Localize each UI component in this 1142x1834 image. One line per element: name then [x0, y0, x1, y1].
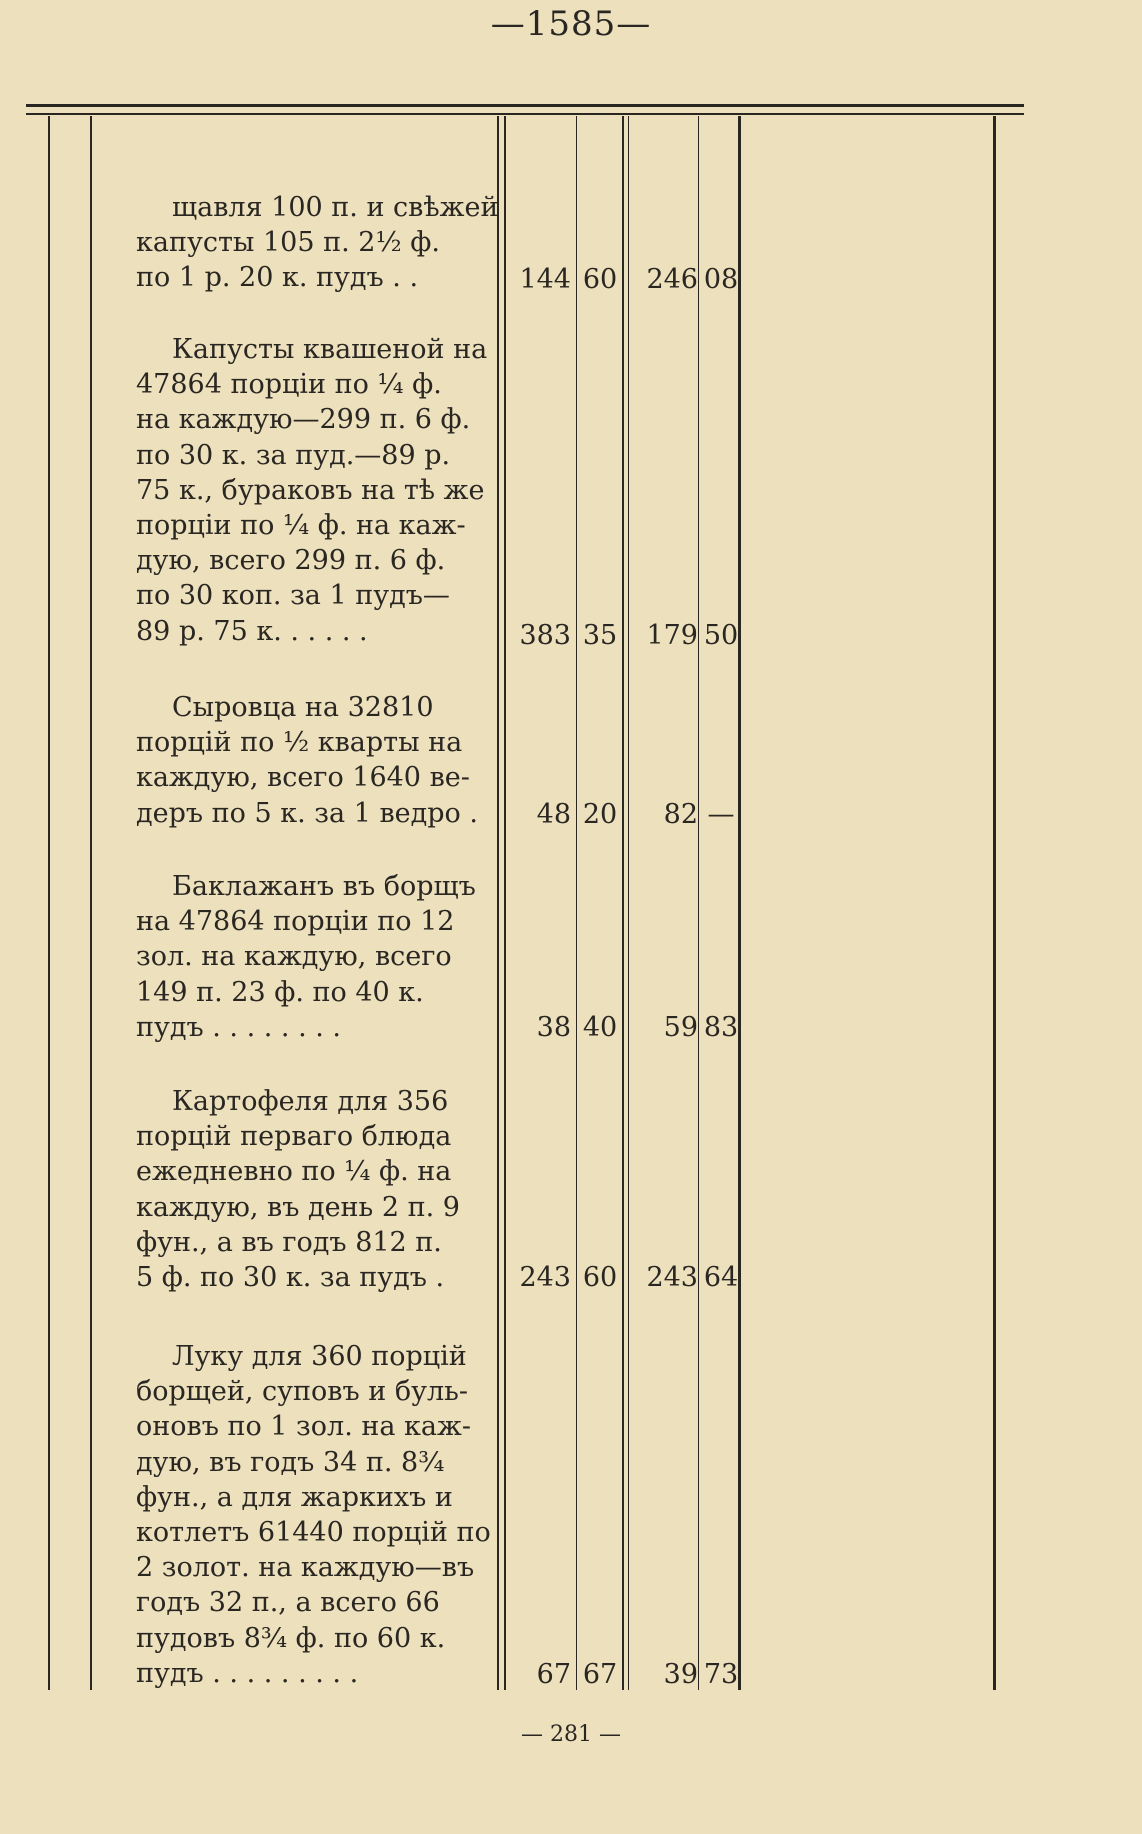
entry-line: Баклажанъ въ борщъ	[172, 871, 476, 902]
amount-kopecks: 73	[703, 1659, 739, 1690]
amount-rubles: 59	[663, 1012, 698, 1043]
column-divider	[622, 116, 624, 1690]
column-divider	[504, 116, 506, 1690]
column-divider	[576, 116, 577, 1690]
entry-line: порціи по ¼ ф. на каж-	[136, 509, 466, 541]
amount-kopecks: 67	[582, 1659, 618, 1690]
amount-kopecks: 08	[703, 264, 739, 295]
amount-kopecks: 40	[582, 1012, 618, 1043]
entry-line: на каждую—299 п. 6 ф.	[136, 404, 471, 436]
amount-rubles: 383	[519, 620, 571, 651]
ledger-entry	[136, 332, 500, 649]
amount-rubles: 243	[646, 1262, 698, 1293]
amount-rubles: 39	[663, 1659, 698, 1690]
column-divider	[698, 116, 699, 1690]
amount-kopecks: 50	[703, 620, 739, 651]
entry-line: пудъ . . . . . . . .	[136, 1011, 342, 1043]
entry-line: оновъ по 1 зол. на каж-	[136, 1411, 471, 1443]
ledger-entry	[136, 869, 500, 1045]
entry-line: годъ 32 п., а всего 66	[136, 1587, 440, 1619]
entry-line: по 1 р. 20 к. пудъ . .	[136, 262, 419, 294]
ledger-entry	[136, 690, 500, 831]
amount-kopecks: 60	[582, 264, 618, 295]
sheet-number: — 281 —	[521, 1722, 621, 1747]
entry-line: 47864 порціи по ¼ ф.	[136, 369, 442, 401]
amount-rubles: 243	[519, 1262, 571, 1293]
entry-line: Картофеля для 356	[172, 1086, 449, 1117]
ledger-entry	[136, 1339, 500, 1691]
entry-line: порцій по ½ кварты на	[136, 727, 463, 759]
entry-line: каждую, въ день 2 п. 9	[136, 1191, 460, 1223]
amount-rubles: 67	[536, 1659, 571, 1690]
amount-rubles: 144	[519, 264, 571, 295]
entry-line: 75 к., бураковъ на тѣ же	[136, 474, 485, 506]
amount-rubles: 82	[663, 799, 698, 830]
amount-rubles: 246	[646, 264, 698, 295]
entry-line: 2 золот. на каждую—въ	[136, 1552, 475, 1584]
entry-line: 149 п. 23 ф. по 40 к.	[136, 976, 424, 1008]
column-divider	[738, 116, 741, 1690]
entry-line: по 30 коп. за 1 пудъ—	[136, 580, 450, 612]
entry-line: дую, всего 299 п. 6 ф.	[136, 545, 446, 577]
amount-rubles: 38	[536, 1012, 571, 1043]
entry-line: фун., а для жаркихъ и	[136, 1481, 453, 1513]
entry-line: 89 р. 75 к. . . . . .	[136, 615, 368, 647]
amount-kopecks: 64	[703, 1262, 739, 1293]
amount-kopecks: 35	[582, 620, 618, 651]
entry-line: Капусты квашеной на	[172, 334, 488, 365]
column-divider	[628, 116, 629, 1690]
amount-rubles: 48	[536, 799, 571, 830]
entry-line: каждую, всего 1640 ве-	[136, 762, 470, 794]
entry-line: пудъ . . . . . . . . .	[136, 1657, 359, 1689]
top-rule-thin	[26, 113, 1024, 115]
entry-line: Сыровца на 32810	[172, 692, 434, 723]
entry-line: пудовъ 8¾ ф. по 60 к.	[136, 1622, 446, 1654]
entry-line: капусты 105 п. 2½ ф.	[136, 227, 440, 259]
page-number: —1585—	[490, 4, 652, 44]
entry-line: щавля 100 п. и свѣжей	[172, 192, 499, 223]
column-divider	[48, 116, 50, 1690]
entry-line: по 30 к. за пуд.—89 р.	[136, 439, 451, 471]
entry-line: зол. на каждую, всего	[136, 941, 452, 973]
entry-line: порцій перваго блюда	[136, 1121, 452, 1153]
ledger-entry	[136, 1084, 500, 1295]
entry-line: котлетъ 61440 порцій по	[136, 1516, 491, 1548]
entry-line: дую, въ годъ 34 п. 8¾	[136, 1446, 445, 1478]
amount-rubles: 179	[646, 620, 698, 651]
entry-line: на 47864 порціи по 12	[136, 906, 455, 938]
top-rule	[26, 104, 1024, 107]
entry-line: деръ по 5 к. за 1 ведро .	[136, 797, 478, 829]
column-divider	[993, 116, 996, 1690]
entry-line: Луку для 360 порцій	[172, 1341, 467, 1372]
column-divider	[90, 116, 92, 1690]
amount-kopecks: 83	[703, 1012, 739, 1043]
amount-kopecks: —	[707, 799, 735, 830]
entry-line: фун., а въ годъ 812 п.	[136, 1226, 442, 1258]
entry-line: ежедневно по ¼ ф. на	[136, 1156, 452, 1188]
amount-kopecks: 60	[582, 1262, 618, 1293]
ledger-entry	[136, 190, 500, 296]
entry-line: 5 ф. по 30 к. за пудъ .	[136, 1261, 445, 1293]
amount-kopecks: 20	[582, 799, 618, 830]
entry-line: борщей, суповъ и буль-	[136, 1376, 468, 1408]
